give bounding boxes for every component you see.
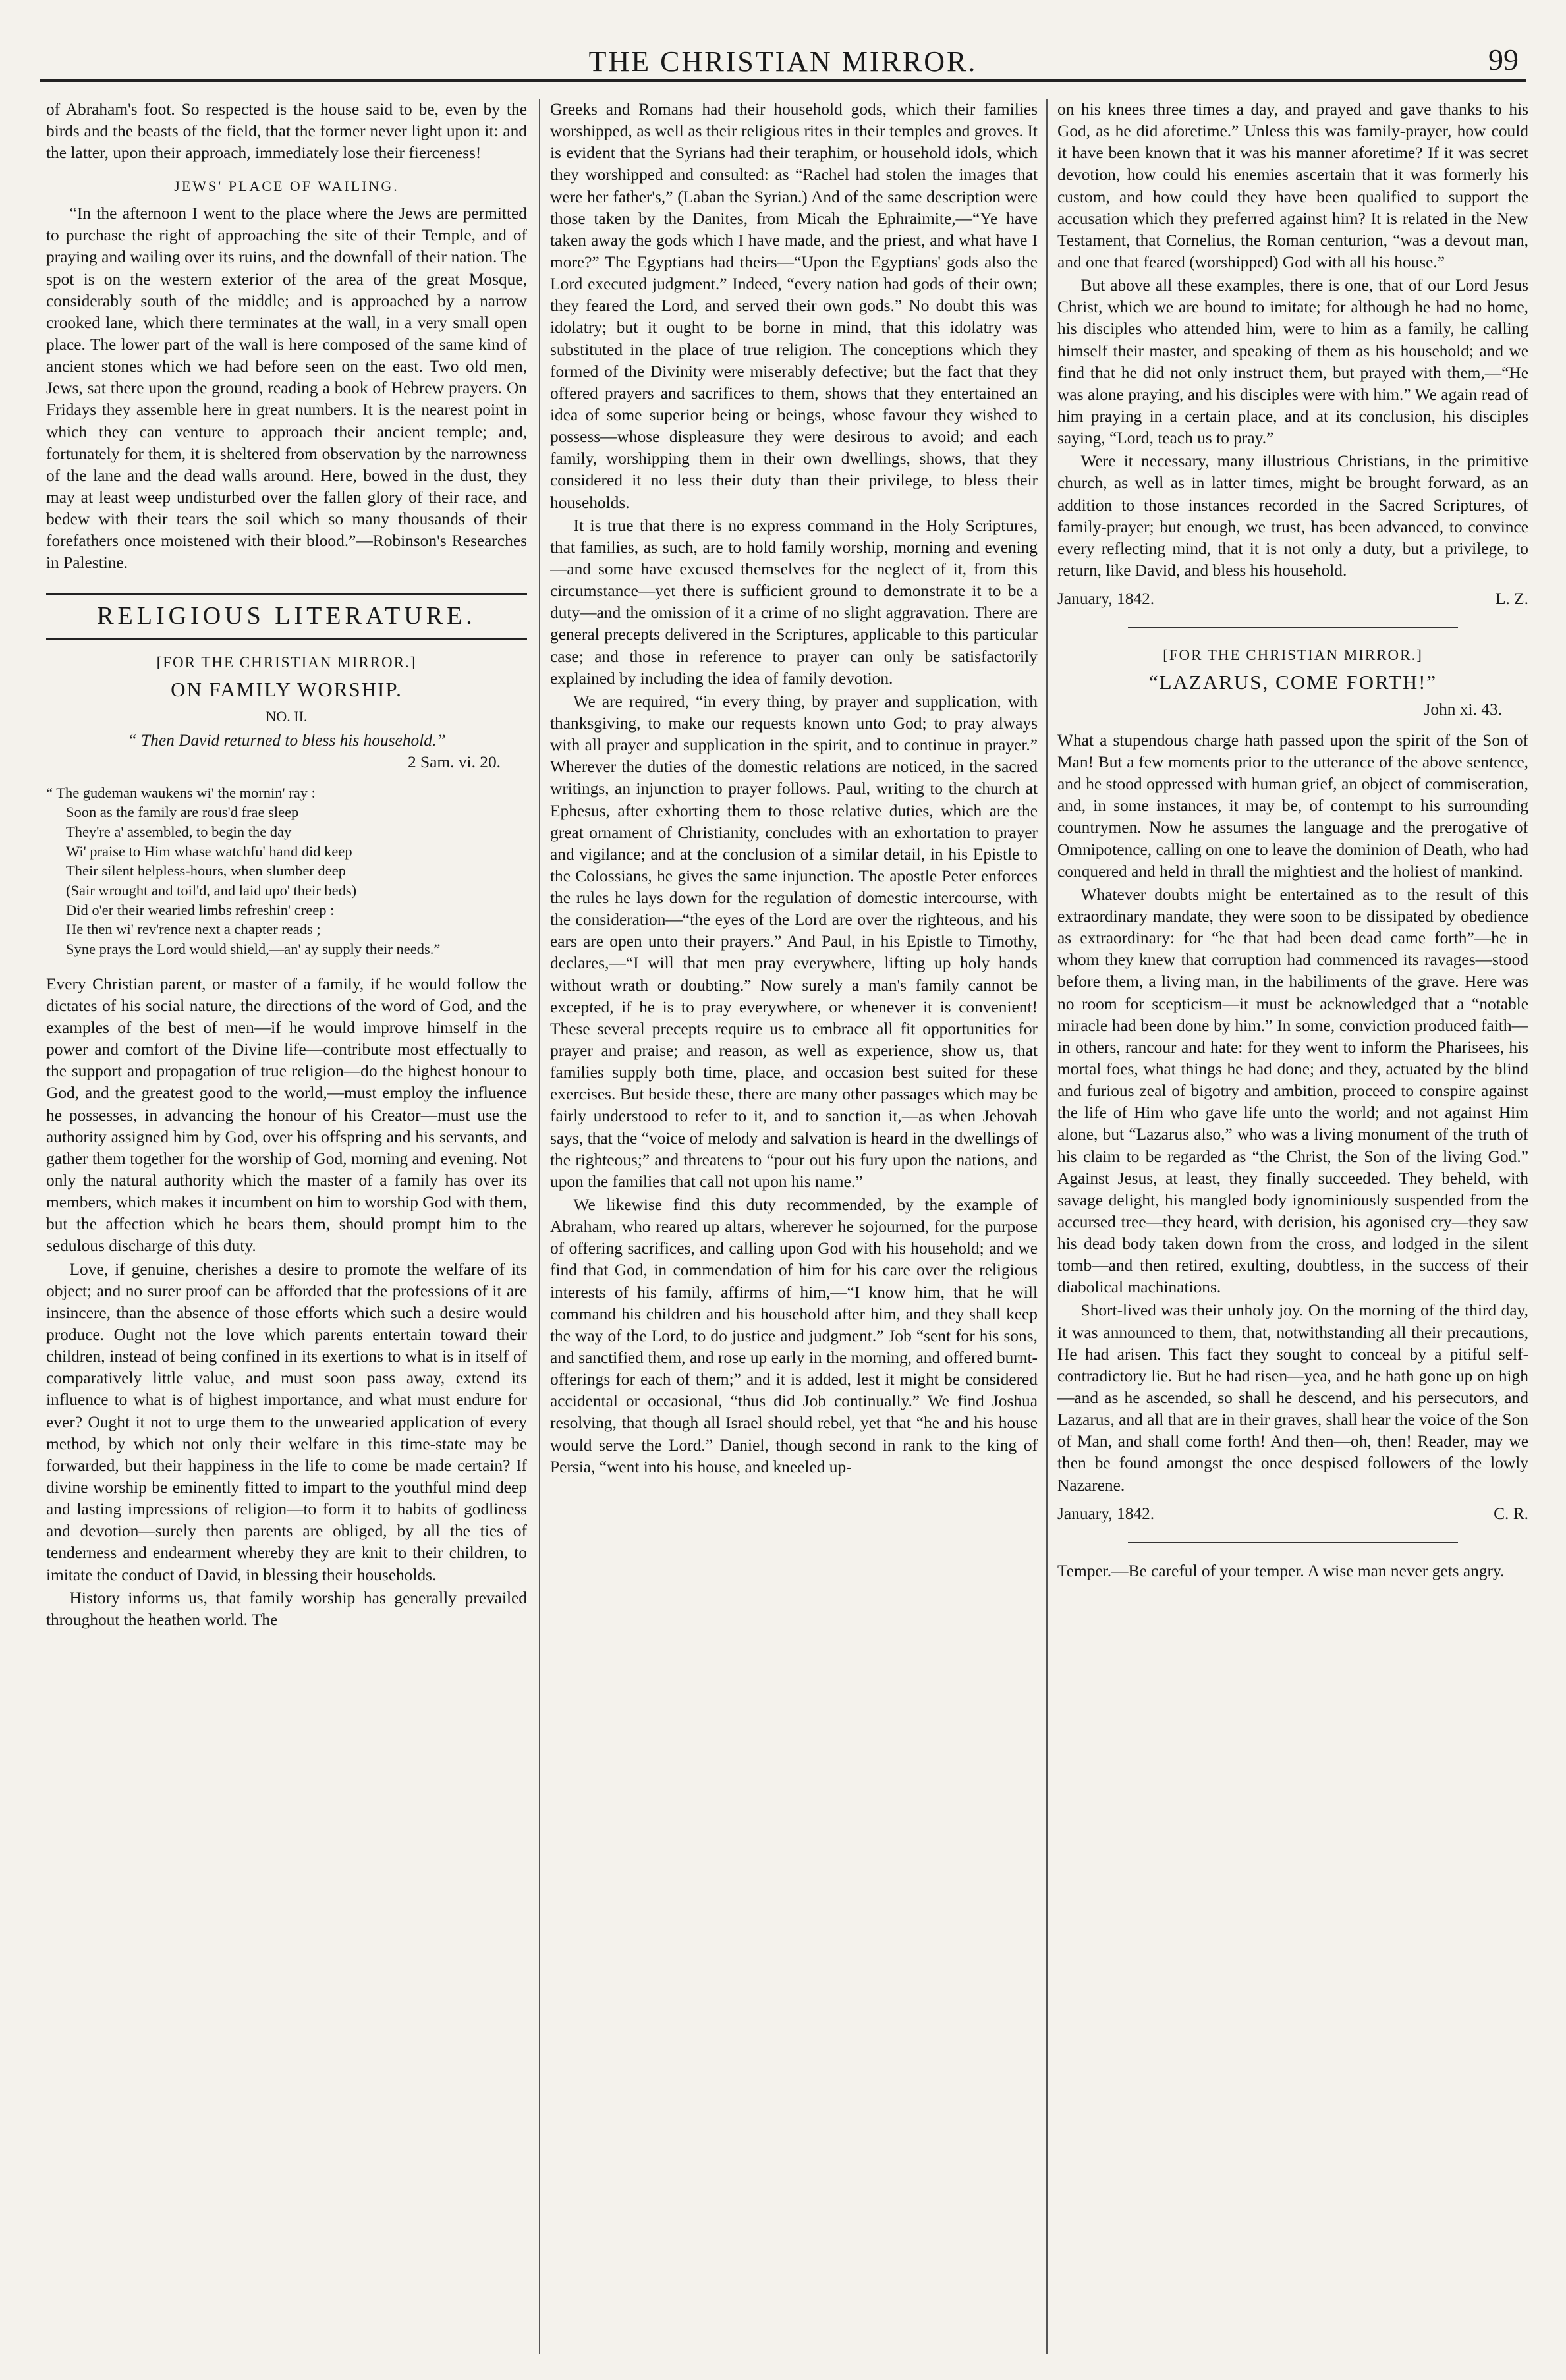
scripture-reference: John xi. 43. (1424, 700, 1502, 719)
newspaper-title: THE CHRISTIAN MIRROR. (588, 45, 978, 78)
article-paragraph: on his knees three times a day, and prayed and gave thanks to his God, as he did aforetime.” Unless this was family-prayer, how could it have been known that it was his manner aforetime? If it was secret devotion, how could his enemies ascertain that it was formerly his custom, and how could they have been qualified to support the accusation which they preferred against him? It is related in the New Testament, that Cornelius, the Roman centurion, “was a devout man, and one that feared (worshipped) God with all his house.” (1057, 100, 1528, 271)
article-paragraph: Short-lived was their unholy joy. On the morning of the third day, it was announced to them, that, notwithstanding all their precautions, He had arisen. This fact they sought to conceal by a pitiful self-contradictory lie. But he had risen—yea, and he hath gone up on high—and as he ascended, so shall he descend, and his persecutors, and Lazarus, and all that are in their graves, shall hear the voice of the Son of Man, and shall come forth! And then—oh, then! Reader, may we then be found amongst the once despised followers of the lowly Nazarene. (1057, 1301, 1528, 1495)
section-heading: RELIGIOUS LITERATURE. (46, 593, 527, 640)
column-2 (550, 99, 1038, 2360)
verse-line: They're a' assembled, to begin the day (66, 823, 292, 840)
author-initials: L. Z. (1495, 590, 1528, 609)
article-paragraph: Greeks and Romans had their household gods, which their families worshipped, as well as their religious rites in their temples and groves. It is evident that the Syrians had their teraphim, or household idols, which they worshipped and consulted: as “Rachel had stolen the images that were her father's,” (Laban the Syrian.) And of the same description were those taken by the Danites, from Micah the Ephraimite,—“Ye have taken away the gods which I have made, and the priest, and what have I more?” The Egyptians had theirs—“Upon the Egyptians' gods also the Lord executed judgment.” Indeed, “every nation had gods of their own; they feared the Lord, and served their own gods.” No doubt this was idolatry; but it ought to be borne in mind, that this idolatry was substituted in the place of true religion. The conceptions which they formed of the Divinity were miserably defective; but the fact that they offered prayers and sacrifices to them, shows that they entertained an idea of some superior being or beings, whose favour they wished to possess—whose displeasure they were desirous to avoid; and each family, worshipping them in their own dwellings, shows, that they considered it no less their duty than their privilege, to bless their households. (550, 100, 1038, 512)
article-date: January, 1842. (1057, 590, 1155, 609)
signature-line (1057, 1503, 1528, 1525)
verse-line: “ The gudeman waukens wi' the mornin' ray : (46, 784, 316, 801)
divider (1128, 627, 1458, 628)
article-number: NO. II. (266, 707, 308, 725)
epigraph-reference: 2 Sam. vi. 20. (407, 753, 501, 772)
article-paragraph: We are required, “in every thing, by prayer and supplication, with thanksgiving, to make our requests known unto God; to pray always with all prayer and supplication in the spirit, and to continue in prayer.” Wherever the duties of the domestic relations are noticed, in the sacred writings, an injunction to prayer follows. Paul, writing to the church at Ephesus, after exhorting them to those relative duties, which are the great ornament of Christianity, concludes with an exhortation to prayer and vigilance; and at the conclusion of a similar detail, in his Epistle to the Colossians, he gives the same injunction. The apostle Peter enforces the rules he lays down for the regulation of domestic intercourse, with the consideration—“the eyes of the Lord are over the righteous, and his ears are open unto their prayers.” And Paul, in his Epistle to Timothy, declares,—“I will that men pray everywhere, lifting up holy hands without wrath or doubting.” Now surely a man's family cannot be excepted, if he is to pray everywhere, or whenever it is convenient! These several precepts require us to embrace all fit opportunities for prayer and praise; and reason, as well as experience, show us, that families supply both time, place, and occasion best suited for these exercises. But beside these, there are many other passages which may be fairly understood to refer to it, and to sanction it,—as when Jehovah says, that the “voice of melody and salvation is heard in the dwellings of the righteous;” and threatens to “pour out his fury upon the nations, and upon the families that call not upon his name.” (550, 692, 1038, 1191)
attribution-line: [FOR THE CHRISTIAN MIRROR.] (156, 654, 417, 671)
epigraph: “ Then David returned to bless his household.” (127, 731, 446, 750)
article-paragraph: of Abraham's foot. So respected is the house said to be, even by the birds and the beasts of the field, that the former never light upon it: and the latter, upon their approach, immediately lose their fierceness! (46, 100, 527, 163)
verse-quote (46, 783, 527, 959)
article-paragraph: We likewise find this duty recommended, by the example of Abraham, who reared up altars, wherever he sojourned, for the purpose of offering sacrifices, and calling upon God with his household; and we find that God, in commendation of him for his care over the religious interests of his family, affirms of him,—“I know him, that he will command his children and his household after him, and they shall keep the way of the Lord, to do justice and judgment.” Job “sent for his sons, and sanctified them, and rose up early in the morning, and offered burnt-offerings for each of them;” and it is added, lest it might be considered accidental or occasional, “thus did Job continually.” We find Joshua resolving, that though all Israel should rebel, yet that “he and his house would serve the Lord.” Daniel, though second in rank to the king of Persia, “went into his house, and kneeled up- (550, 1196, 1038, 1476)
verse-line: (Sair wrought and toil'd, and laid upo' their beds) (66, 881, 357, 899)
article-paragraph: Were it necessary, many illustrious Christians, in the primitive church, as well as in latter times, might be brought forward, as an addition to those instances recorded in the Sacred Scriptures, of family-prayer; but enough, we trust, has been advanced, to convince every reflecting mind, that it is not only a duty, but a privilege, to return, like David, and bless his household. (1057, 452, 1528, 580)
attribution-line: [FOR THE CHRISTIAN MIRROR.] (1163, 647, 1423, 664)
verse-line: Did o'er their wearied limbs refreshin' creep : (66, 901, 335, 918)
column-rule (1046, 99, 1048, 2354)
column-3 (1057, 99, 1528, 2360)
signature-line (1057, 588, 1528, 610)
article-paragraph: What a stupendous charge hath passed upon the spirit of the Son of Man! But a few moments prior to the utterance of the above sentence, and he stood oppressed with human grief, an object of commiseration, and, in some instances, it may be, of contempt to his surrounding countrymen. Now he assumes the language and the prerogative of Omnipotence, calling on one to leave the dominion of Death, who had conquered and held in thrall the mightiest and the holiest of mankind. (1057, 731, 1528, 881)
filler-paragraph: Temper.—Be careful of your temper. A wise man never gets angry. (1057, 1561, 1505, 1580)
article-paragraph: “In the afternoon I went to the place where the Jews are permitted to purchase the right of approaching the site of their Temple, and of praying and wailing over its ruins, and the downfall of their nation. The spot is on the western exterior of the area of the great Mosque, considerably south of the middle; and is approached by a narrow crooked lane, which there terminates at the wall, in a very small open place. The lower part of the wall is here composed of the same kind of ancient stones which we had before seen on the east. Two old men, Jews, sat there upon the ground, reading a book of Hebrew prayers. On Fridays they assemble here in great numbers. It is the nearest point in which they can venture to approach their ancient temple; and, fortunately for them, it is sheltered from observation by the narrowness of the lane and the dead walls around. Here, bowed in the dust, they may at least weep undisturbed over the fallen glory of their race, and bedew with their tears the soil which so many thousands of their forefathers once moistened with their blood.”—Robinson's Researches in Palestine. (46, 204, 527, 572)
masthead (40, 20, 1526, 82)
article-paragraph: But above all these examples, there is one, that of our Lord Jesus Christ, which we are bound to imitate; for although he had no home, his disciples who attended him, were to him as a family, he calling himself their master, and speaking of them as his household; and we find that he did not only instruct them, but prayed with them,—“He was alone praying, and his disciples were with him.” We again read of him praying in a certain place, and at its conclusion, his disciples saying, “Lord, teach us to pray.” (1057, 276, 1528, 448)
article-paragraph: History informs us, that family worship has generally prevailed throughout the heathen world. The (46, 1588, 527, 1629)
article-paragraph: Every Christian parent, or master of a family, if he would follow the dictates of his social nature, the directions of the word of God, and the examples of the best of men—if he would improve himself in the power and comfort of the Divine life—contribute most effectually to the support and propagation of true religion—do the highest honour to God, and the greatest good to the world,—must employ the influence he possesses, in advancing the honour of his Creator—must use the authority assigned him by God, over his offspring and his servants, and gather them together for the worship of God, morning and evening. Not only the natural authority which the master of a family has over its members, which makes it incumbent on him to worship God with them, but the affection which he bears them, should prompt him to the sedulous discharge of this duty. (46, 974, 527, 1256)
verse-line: Their silent helpless-hours, when slumber deep (66, 862, 346, 879)
article-paragraph: It is true that there is no express command in the Holy Scriptures, that families, as such, are to hold family worship, morning and evening—and some have excused themselves for the neglect of it, from this circumstance—yet there is sufficient ground to demonstrate it to be a duty—and the omission of it a crime of no slight aggravation. There are general precepts delivered in the Scriptures, applicable to this particular case; and those in reference to prayer can only be satisfactorily explained by including the idea of family devotion. (550, 516, 1038, 688)
verse-line: Syne prays the Lord would shield,—an' ay supply their needs.” (66, 941, 441, 958)
page-number: 99 (1488, 43, 1519, 76)
article-heading: JEWS' PLACE OF WAILING. (174, 178, 399, 195)
article-paragraph: Whatever doubts might be entertained as to the result of this extraordinary mandate, they were soon to be dissipated by obedience as extraordinary: for “he that had been dead came forth”—he in whom they knew that corruption had commenced its ravages—stood before them, a living man, in the habiliments of the grave. Here was no room for scepticism—it must be acknowledged that a “notable miracle had been done by him.” In some, conviction produced faith—in others, rancour and hate: for they went to inform the Pharisees, his mortal foes, what things he had done; and they, actuated by the blind and furious zeal of bigotry and ambition, proceed to conspire against the life of Him who gave life unto the world; and not against Him alone, but “Lazarus also,” who was a living monument of the truth of his claim to be regarded as “the Christ, the Son of the living God.” Against Jesus, at least, they finally succeeded. They beheld, with savage delight, his mangled body ignominiously suspended from the accursed tree—they heard, with derision, his agonised cry—they saw his dead body taken down from the cross, and lodged in the silent tomb—and then retired, exulting, doubtless, in the success of their diabolical machinations. (1057, 885, 1528, 1297)
article-paragraph: Love, if genuine, cherishes a desire to promote the welfare of its object; and no surer proof can be afforded that the professions of it are insincere, than the absence of those efforts which such a desire would produce. Ought not the love which parents entertain toward their children, instead of being confined in its exertions to what is in itself of comparatively little value, and must soon pass away, extend its influence to what is of highest importance, and what must endure for ever? Ought it not to urge them to the unwearied application of every method, by which not only their welfare in this time-state may be forwarded, but their happiness in the life to come be made certain? If divine worship be eminently fitted to impart to the youthful mind deep and lasting impressions of religion—to form it to habits of godliness and devotion—surely then parents are obliged, by all the ties of tenderness and endearment whereby they are knit to their children, to imitate the conduct of David, in blessing their households. (46, 1259, 527, 1584)
article-date: January, 1842. (1057, 1504, 1155, 1523)
article-title: “LAZARUS, COME FORTH!” (1148, 671, 1438, 694)
verse-line: He then wi' rev'rence next a chapter reads ; (66, 921, 321, 938)
column-1 (46, 99, 527, 2360)
article-title: ON FAMILY WORSHIP. (171, 678, 403, 702)
verse-line: Soon as the family are rous'd frae sleep (66, 804, 299, 821)
divider (1128, 1542, 1458, 1543)
verse-line: Wi' praise to Him whase watchfu' hand did keep (66, 843, 352, 860)
column-rule (539, 99, 540, 2354)
author-initials: C. R. (1494, 1504, 1528, 1523)
